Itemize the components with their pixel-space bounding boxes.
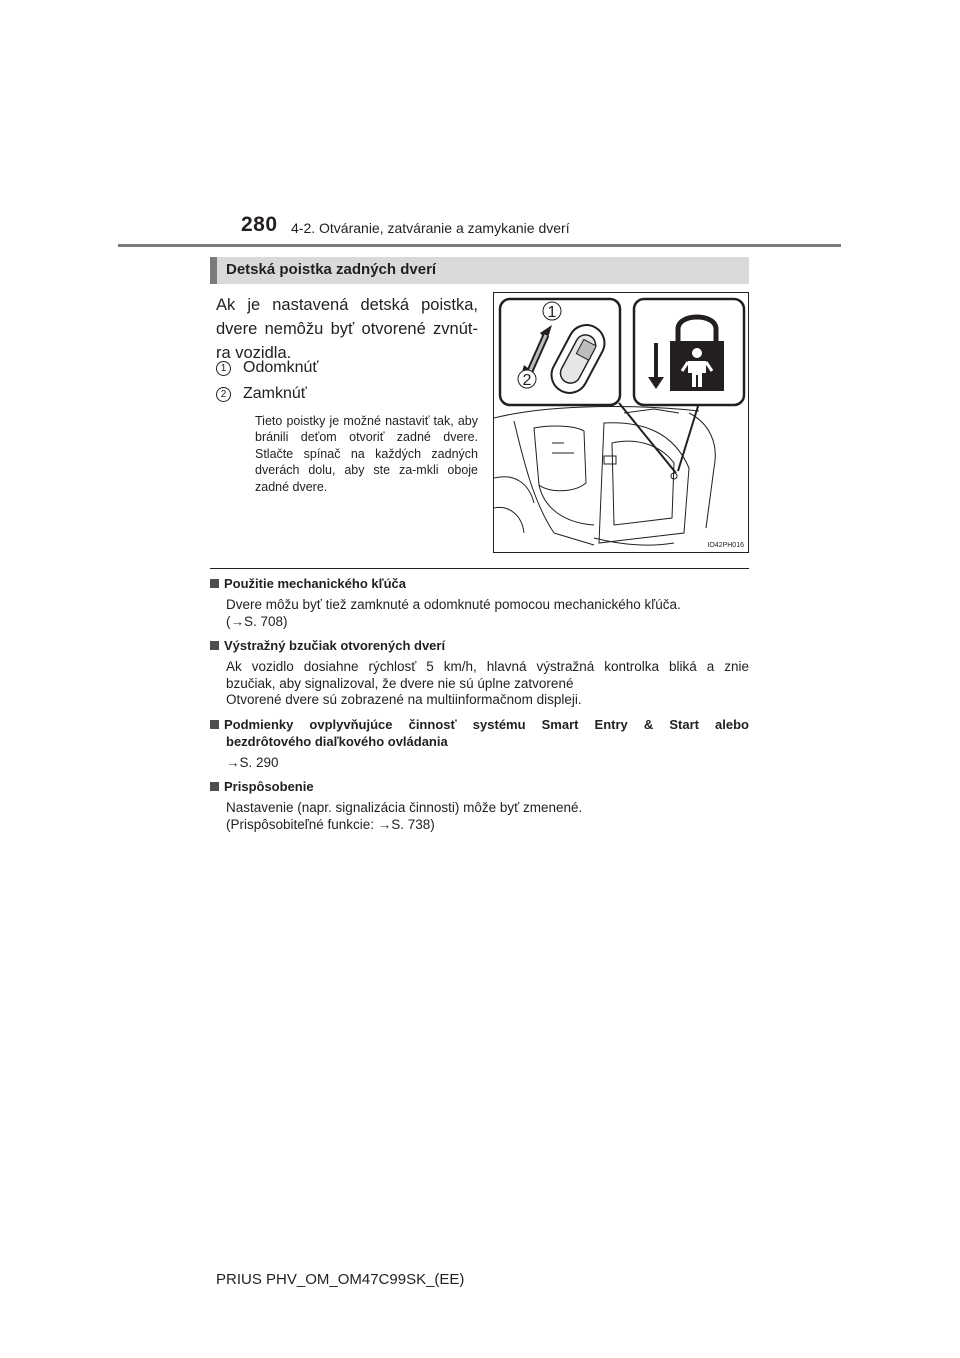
figure-callout-2: 2 <box>522 372 532 389</box>
step-label: Zamknúť <box>243 385 307 402</box>
bullet-text: bzučiak, aby signalizoval, že dvere nie sú úplne zatvorené <box>226 676 574 691</box>
page-number: 280 <box>241 213 278 236</box>
intro-line-2: dvere nemôžu byť otvorené zvnút- <box>216 320 478 338</box>
door-illustration <box>494 293 749 553</box>
bullet-heading-mechanical-key: Použitie mechanického kľúča <box>210 576 406 591</box>
bullet-text: Dvere môžu byť tiež zamknuté a odomknuté pomocou mechanického kľúča. <box>226 597 681 612</box>
bullet-square-icon <box>210 641 219 650</box>
intro-line-3: ra vozidla. <box>216 344 292 362</box>
step-number: 1 <box>216 361 231 376</box>
intro-line-1: Ak je nastavená detská poistka, <box>216 296 478 314</box>
bullet-text: Ak vozidlo dosiahne rýchlosť 5 km/h, hlavná výstražná kontrolka bliká a znie <box>226 659 749 674</box>
section-title-bar <box>210 257 749 284</box>
bullet-heading-open-door-buzzer: Výstražný bzučiak otvorených dverí <box>210 638 445 653</box>
child-lock-note: Tieto poistky je možné nastaviť tak, aby bránili deťom otvoriť zadné dvere. Stlačte spínač na každých zadných dverách dolu, aby ste za-mkli oboje zadné dvere. <box>255 414 478 494</box>
step-unlock <box>216 359 318 377</box>
bullet-heading-smart-entry: Podmienky ovplyvňujúce činnosť systému Smart Entry & Start alebo <box>210 717 749 732</box>
chapter-title: 4-2. Otváranie, zatváranie a zamykanie dverí <box>291 220 570 236</box>
step-lock <box>216 385 307 403</box>
figure-code: IO42PH016 <box>707 542 744 549</box>
section-bar-marker <box>210 257 217 284</box>
bullet-text: (→S. 708) <box>226 614 288 629</box>
bullet-heading-smart-entry-cont: bezdrôtového diaľkového ovládania <box>226 734 448 749</box>
figure-callout-1: 1 <box>547 304 557 321</box>
bullet-square-icon <box>210 782 219 791</box>
step-label: Odomknúť <box>243 359 319 376</box>
bullet-heading-customization: Prispôsobenie <box>210 779 314 794</box>
bullet-text: →S. 290 <box>226 755 279 770</box>
bullet-text: Nastavenie (napr. signalizácia činnosti) môže byť zmenené. <box>226 800 583 815</box>
document-id: PRIUS PHV_OM_OM47C99SK_(EE) <box>216 1271 465 1288</box>
bullet-text: (Prispôsobiteľné funkcie: →S. 738) <box>226 817 435 832</box>
step-number: 2 <box>216 387 231 402</box>
bullet-square-icon <box>210 579 219 588</box>
section-title: Detská poistka zadných dverí <box>226 261 437 278</box>
bullet-text: Otvorené dvere sú zobrazené na multiinformačnom displeji. <box>226 692 582 707</box>
section-rule <box>210 568 749 569</box>
header-rule <box>118 244 841 247</box>
child-lock-illustration <box>493 292 749 553</box>
bullet-square-icon <box>210 720 219 729</box>
